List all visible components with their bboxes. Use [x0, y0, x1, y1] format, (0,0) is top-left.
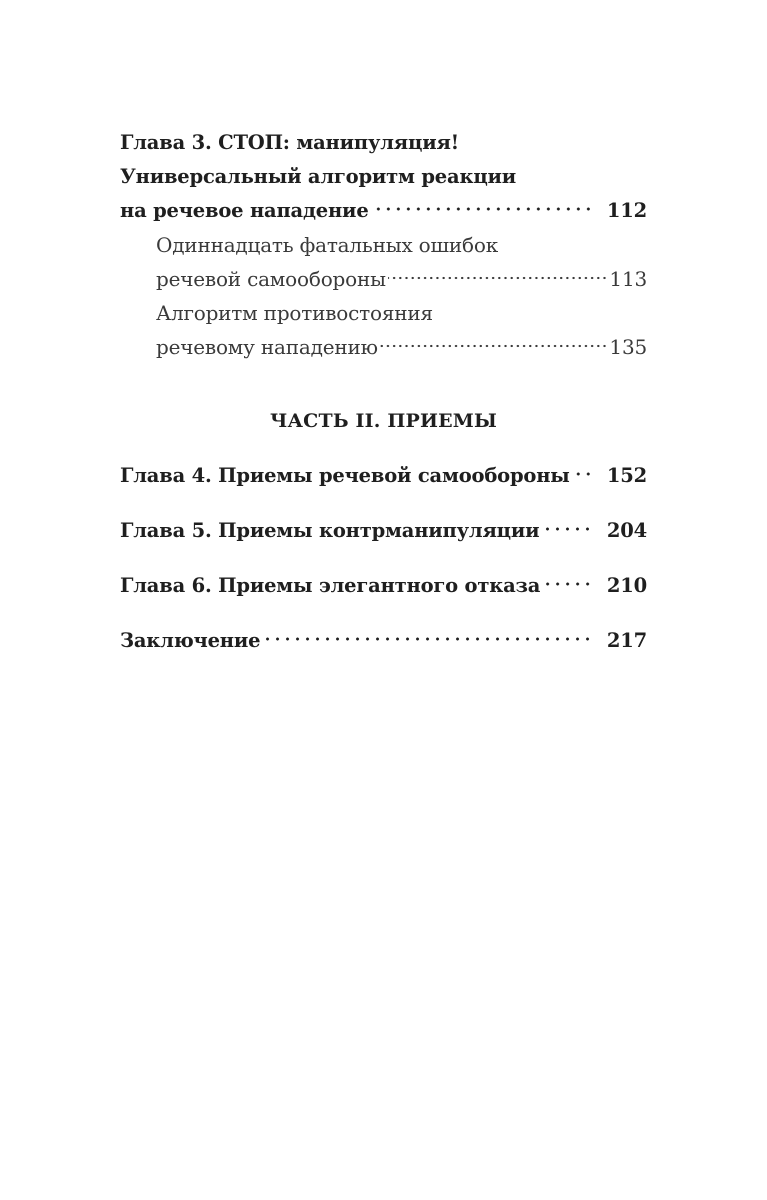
chapter-3-title-line-2: Универсальный алгоритм реакции [120, 165, 517, 188]
table-of-contents [120, 126, 647, 658]
chapter-4-title: Глава 4. Приемы речевой самообороны [120, 464, 570, 487]
dot-leader [266, 636, 593, 642]
dot-leader [375, 206, 593, 212]
dot-leader [576, 471, 593, 477]
section-1-title-line-1: Одиннадцать фатальных ошибок [156, 233, 499, 257]
section-2-page-number: 135 [609, 335, 647, 359]
chapter-4-page-number: 152 [606, 464, 647, 487]
toc-entry-conclusion [120, 624, 647, 658]
conclusion-title: Заключение [120, 629, 261, 652]
chapter-5-title: Глава 5. Приемы контрманипуляции [120, 519, 540, 542]
chapter-5-page-number: 204 [606, 519, 647, 542]
toc-entry-section-eleven-mistakes [120, 228, 647, 296]
dot-leader [546, 581, 593, 587]
toc-entry-chapter-6 [120, 569, 647, 603]
toc-entry-chapter-3 [120, 126, 647, 228]
section-1-page-number: 113 [609, 267, 647, 291]
section-2-title-line-1: Алгоритм противостояния [156, 301, 433, 325]
chapter-3-title-line-3: на речевое нападение [120, 199, 369, 222]
chapter-3-page-number: 112 [606, 199, 647, 222]
dot-leader [545, 526, 592, 532]
toc-entry-chapter-5 [120, 514, 647, 548]
conclusion-page-number: 217 [606, 629, 647, 652]
chapter-3-title-line-1: Глава 3. СТОП: манипуляция! [120, 131, 460, 154]
chapter-6-page-number: 210 [606, 574, 647, 597]
section-1-title-line-2: речевой самообороны [156, 267, 386, 291]
part-heading: ЧАСТЬ II. ПРИЕМЫ [269, 410, 498, 432]
dot-leader [380, 343, 608, 349]
section-2-title-line-2: речевому нападению [156, 335, 378, 359]
toc-entry-chapter-4 [120, 459, 647, 493]
chapter-6-title: Глава 6. Приемы элегантного отказа [120, 574, 541, 597]
toc-entry-section-algorithm [120, 296, 647, 364]
dot-leader [388, 275, 608, 281]
